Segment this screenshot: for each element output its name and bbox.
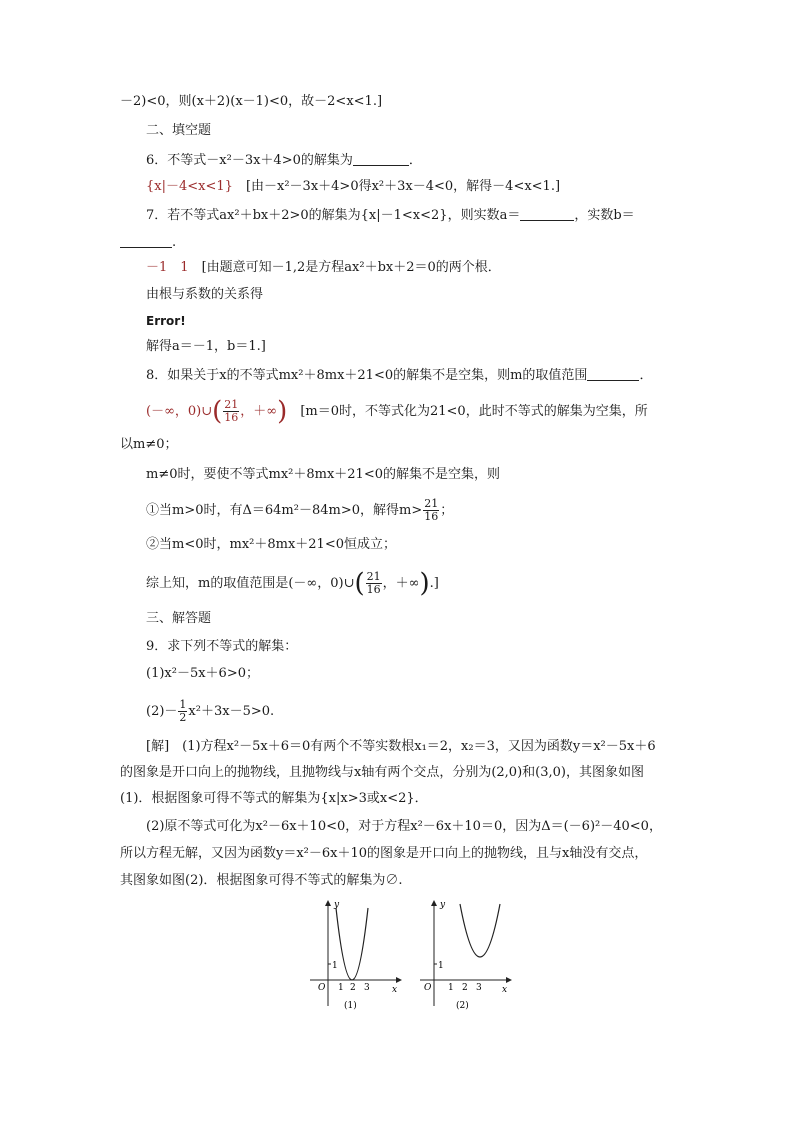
- text-line: 解得a＝－1，b＝1.]: [146, 339, 266, 354]
- graph-caption: (2): [456, 1001, 469, 1011]
- denominator: 16: [424, 510, 439, 523]
- graph-caption: (1): [344, 1001, 357, 1011]
- fraction: [223, 399, 239, 424]
- denominator: 16: [366, 583, 381, 596]
- y-axis-label: y: [440, 900, 446, 910]
- solution-line: (2)原不等式可化为x²－6x＋10<0，对于方程x²－6x＋10＝0，因为Δ＝(－6)²－40<0，: [146, 819, 662, 834]
- text-line: －2)<0，则(x＋2)(x－1)<0，故－2<x<1.]: [120, 94, 383, 109]
- x-tick-label: 1: [448, 983, 454, 993]
- x-axis-label: x: [392, 985, 398, 995]
- explanation: [由－x²－3x＋4>0得x²＋3x－4<0，解得－4<x<1.]: [245, 179, 561, 194]
- answer-blank: [353, 151, 409, 166]
- question-text: 6．不等式－x²－3x＋4>0的解集为: [146, 153, 353, 168]
- text-part: 综上知，m的取值范围是(－∞，0)∪: [146, 576, 355, 591]
- denominator: 16: [224, 411, 239, 424]
- text-part: ，＋∞: [382, 576, 420, 591]
- text-line: [146, 498, 453, 523]
- parabola-curve: [460, 904, 500, 957]
- parabola-curve: [336, 908, 368, 980]
- answer-8: [146, 396, 648, 427]
- answer-blank: [520, 206, 574, 221]
- question-9: 9．求下列不等式的解集：: [146, 639, 298, 654]
- solution-line: [解] (1)方程x²－5x＋6＝0有两个不等实数根x₁＝2，x₂＝3，又因为函数y＝x²－5x＋6: [146, 739, 656, 754]
- section-title: 三、解答题: [146, 611, 212, 626]
- question-text: ，实数b＝: [574, 208, 635, 223]
- explanation: [m＝0时，不等式化为21<0，此时不等式的解集为空集，所: [300, 404, 648, 419]
- numerator: 21: [424, 497, 439, 510]
- x-tick-label: 3: [476, 983, 482, 993]
- text-part: (2)－: [146, 704, 178, 719]
- answer-7: [146, 259, 501, 277]
- x-tick-label: 2: [462, 983, 468, 993]
- numerator: 1: [179, 698, 187, 711]
- text-line: 由根与系数的关系得: [146, 287, 264, 302]
- parabola-graph-2: [418, 898, 514, 1013]
- question-9-2: [146, 699, 274, 724]
- punct: ；: [440, 503, 454, 518]
- punct: .: [172, 235, 177, 250]
- paren-open: (: [354, 568, 365, 599]
- text-line: m≠0时，要使不等式mx²＋8mx＋21<0的解集不是空集，则: [146, 467, 500, 482]
- y-tick-label: 1: [438, 961, 444, 971]
- y-axis-arrow: [431, 900, 437, 906]
- paren-open: (: [212, 396, 223, 427]
- y-axis-arrow: [325, 900, 331, 906]
- parabola-graph-1: [308, 898, 404, 1013]
- punct: ．: [639, 368, 653, 383]
- answer-part: ，＋∞: [240, 404, 278, 419]
- paren-close: ): [277, 396, 288, 427]
- x-axis-arrow: [506, 977, 512, 983]
- error-text: Error!: [146, 314, 186, 328]
- numerator: 21: [224, 398, 239, 411]
- solution-line: 其图象如图(2)．根据图象可得不等式的解集为∅.: [120, 873, 403, 888]
- x-axis-label: x: [502, 985, 508, 995]
- answer-text: {x|－4<x<1}: [146, 179, 233, 194]
- explanation: [由题意可知－1,2是方程ax²＋bx＋2＝0的两个根．: [201, 260, 501, 275]
- answer-blank: [587, 366, 639, 381]
- punct: .]: [429, 576, 439, 591]
- y-tick-label: 1: [332, 961, 338, 971]
- question-text: 7．若不等式ax²＋bx＋2>0的解集为{x|－1<x<2}，则实数a＝: [146, 208, 521, 223]
- answer-part: (－∞，0)∪: [146, 404, 213, 419]
- fraction: [366, 571, 382, 596]
- text-part: ①当m>0时，有Δ＝64m²－84m>0，解得m>: [146, 503, 423, 518]
- text-line: [146, 568, 439, 599]
- question-7-cont: [120, 233, 176, 252]
- x-tick-label: 3: [364, 983, 370, 993]
- answer-text: －1 1: [146, 260, 189, 275]
- fraction: [178, 699, 187, 724]
- numerator: 21: [366, 570, 381, 583]
- question-6: [146, 151, 422, 170]
- x-tick-label: 1: [338, 983, 344, 993]
- solution-line: 的图象是开口向上的抛物线，且抛物线与x轴有两个交点，分别为(2,0)和(3,0)，其图象如图: [120, 765, 644, 780]
- text-line: ②当m<0时，mx²＋8mx＋21<0恒成立；: [146, 537, 396, 552]
- x-tick-label: 2: [350, 983, 356, 993]
- answer-blank: [120, 233, 172, 248]
- answer-text: [146, 396, 288, 427]
- question-text: 8．如果关于x的不等式mx²＋8mx＋21<0的解集不是空集，则m的取值范围: [146, 368, 588, 383]
- question-7: [146, 206, 635, 225]
- solution-line: (1)．根据图象可得不等式的解集为{x|x>3或x<2}．: [120, 791, 428, 806]
- denominator: 2: [179, 711, 187, 724]
- origin-label: O: [424, 983, 432, 993]
- x-axis-arrow: [396, 977, 402, 983]
- text-part: x²＋3x－5>0.: [188, 704, 275, 719]
- text-line: 以m≠0；: [120, 437, 178, 452]
- question-8: [146, 366, 652, 385]
- y-axis-label: y: [334, 900, 340, 910]
- question-9-1: (1)x²－5x＋6>0；: [146, 666, 259, 681]
- origin-label: O: [318, 983, 326, 993]
- punct: ．: [408, 153, 422, 168]
- fraction: [423, 498, 439, 523]
- answer-6: [146, 178, 560, 196]
- solution-line: 所以方程无解，又因为函数y＝x²－6x＋10的图象是开口向上的抛物线，且与x轴没有交点，: [120, 846, 648, 861]
- section-title: 二、填空题: [146, 123, 212, 138]
- paren-close: ): [419, 568, 430, 599]
